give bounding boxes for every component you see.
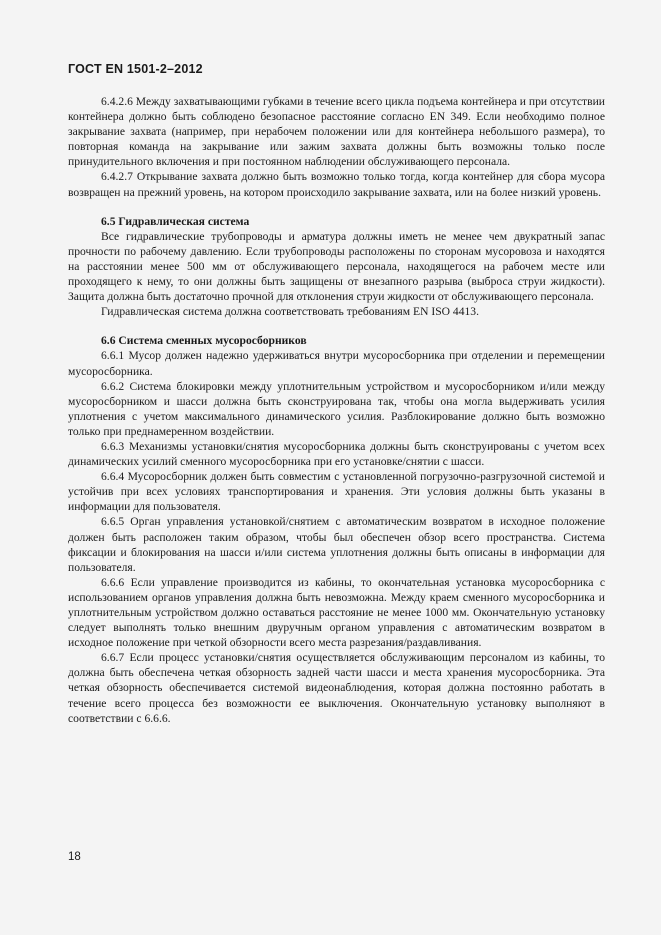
paragraph-6-4-2-6: 6.4.2.6 Между захватывающими губками в течение всего цикла подъема контейнера и при отсутствии контейнера должно быть соблюдено безопасное расстояние согласно EN 349. Если необходимо полное закрывание захвата (например, при нерабочем положении или для контейнера небольшого размера), то повторная команда на закрывание или зажим захвата должны быть возможны только после принудительного включения и при постоянном наблюдении обслуживающего персонала.	[68, 95, 605, 169]
paragraph-6-6-1: 6.6.1 Мусор должен надежно удерживаться внутри мусоросборника при отделении и перемещении мусоросборника.	[68, 349, 605, 378]
page-number: 18	[68, 851, 81, 863]
paragraph-6-4-2-7: 6.4.2.7 Открывание захвата должно быть возможно только тогда, когда контейнер для сбора мусора возвращен на прежний уровень, на котором происходило закрывание захвата, или на более низкий уровень.	[68, 170, 605, 199]
paragraph-6-5-2: Гидравлическая система должна соответствовать требованиям EN ISO 4413.	[101, 305, 480, 319]
section-heading-6-6: 6.6 Система сменных мусоросборников	[101, 334, 307, 348]
paragraph-6-6-3: 6.6.3 Механизмы установки/снятия мусоросборника должны быть сконструированы с учетом всех динамических усилий сменного мусоросборника при его установке/снятии с шасси.	[68, 439, 605, 469]
section-heading-6-5: 6.5 Гидравлическая система	[101, 214, 250, 228]
document-header: ГОСТ EN 1501-2–2012	[68, 62, 203, 76]
paragraph-6-6-7: 6.6.7 Если процесс установки/снятия осуществляется обслуживающим персоналом из кабины, то должна быть обеспечена четкая обзорность задней части шасси и места хранения мусоросборника. Эта четкая обзорность обеспечивается системой видеонаблюдения, которая должна постоянно работать в течение всего процесса без возможности ее выключения. Окончательную установку выполняют в соответствии с 6.6.6.	[68, 651, 605, 725]
paragraph-6-6-4: 6.6.4 Мусоросборник должен быть совместим с установленной погрузочно-разгрузочной системой и устойчив при всех условиях транспортирования и хранения. Эти условия должны быть указаны в информации для пользователя.	[68, 470, 605, 514]
paragraph-6-6-6: 6.6.6 Если управление производится из кабины, то окончательная установка мусоросборника с использованием органов управления должна быть невозможна. Между краем сменного мусоросборника и уплотнительным устройством должно оставаться расстояние не менее 1000 мм. Окончательную установку следует выполнять только внешним двуручным органом управления с автоматическим возвратом в исходное положение при четкой обзорности всего места разрезания/раздавливания.	[68, 575, 605, 650]
paragraph-6-6-2: 6.6.2 Система блокировки между уплотнительным устройством и мусоросборником и/или между мусоросборником и шасси должна быть сконструирована так, чтобы она могла выдерживать усилия уплотнения с учетом максимального динамического усилия. Разблокирование должно быть возможно только при преднамеренном воздействии.	[68, 379, 605, 438]
paragraph-6-5-1: Все гидравлические трубопроводы и арматура должны иметь не менее чем двукратный запас прочности по рабочему давлению. Если трубопроводы расположены по сторонам мусоровоза и находятся на расстоянии менее 500 мм от обслуживающего персонала, находящегося на рабочем месте или проходящего к нему, то они должны быть защищены от внезапного разрыва (выброса струи жидкости). Защита должна быть достаточно прочной для отклонения струи жидкости от обслуживающего персонала.	[68, 229, 605, 304]
document-body	[68, 94, 605, 726]
paragraph-6-6-5: 6.6.5 Орган управления установкой/снятием с автоматическим возвратом в исходное положение должен быть расположен таким образом, чтобы был обеспечен обзор всего пространства. Система фиксации и блокирования на шасси и/или система уплотнения должны быть описаны в информации для пользователя.	[68, 515, 605, 574]
